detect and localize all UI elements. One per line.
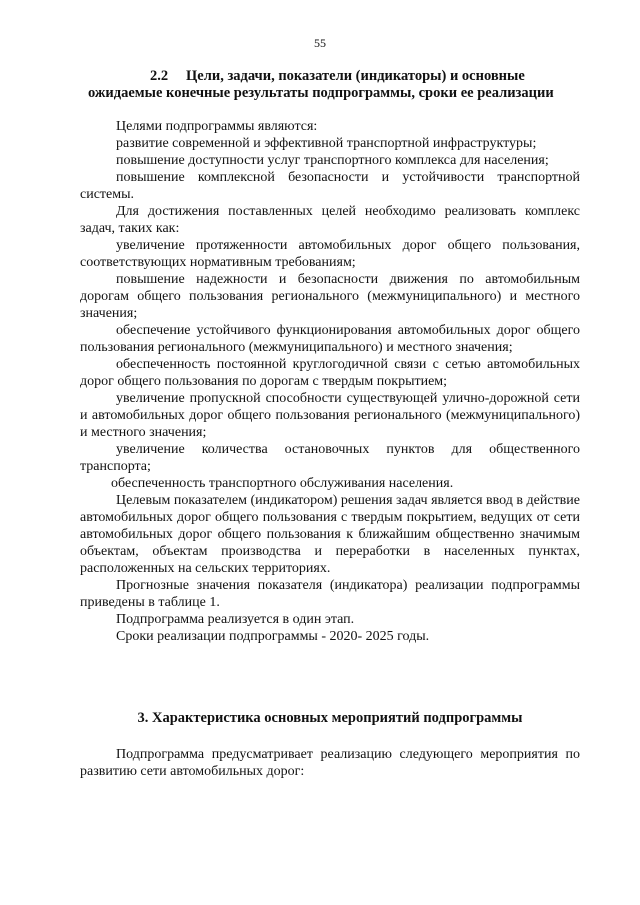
goals-intro: Целями подпрограммы являются: — [116, 119, 318, 134]
section-2-2-heading — [80, 68, 580, 102]
goal-item: повышение комплексной безопасности и устойчивости транспортной системы. — [80, 170, 580, 202]
section-2-2-number: 2.2 — [150, 68, 169, 84]
forecast-paragraph: Прогнозные значения показателя (индикатора) реализации подпрограммы приведены в таблице 1. — [80, 578, 580, 610]
goal-item: повышение доступности услуг транспортного комплекса для населения; — [116, 153, 549, 168]
task-item: обеспеченность транспортного обслуживания населения. — [111, 476, 454, 491]
section-2-2-body — [80, 118, 580, 645]
task-item: увеличение количества остановочных пунктов для общественного транспорта; — [80, 442, 580, 474]
task-item: увеличение протяженности автомобильных дорог общего пользования, соответствующих нормативным требованиям; — [80, 238, 580, 270]
tasks-intro: Для достижения поставленных целей необходимо реализовать комплекс задач, таких как: — [80, 204, 580, 236]
section-2-2-title-line1: Цели, задачи, показатели (индикаторы) и основные — [186, 68, 525, 84]
section-2-2-title-line2: ожидаемые конечные результаты подпрограммы, сроки ее реализации — [88, 85, 554, 101]
stage-paragraph: Подпрограмма реализуется в один этап. — [116, 612, 355, 627]
task-item: увеличение пропускной способности существующей улично-дорожной сети и автомобильных дорог общего пользования регионального (межмуниципального) и местного значения; — [80, 391, 580, 440]
task-item: обеспечение устойчивого функционирования автомобильных дорог общего пользования регионального (межмуниципального) и местного значения; — [80, 323, 580, 355]
section-3-body — [80, 746, 580, 780]
period-paragraph: Сроки реализации подпрограммы - 2020- 2025 годы. — [116, 629, 430, 644]
page-number: 55 — [314, 36, 326, 50]
task-item: обеспеченность постоянной круглогодичной связи с сетью автомобильных дорог общего пользования по дорогам с твердым покрытием; — [80, 357, 580, 389]
section-3-heading: 3. Характеристика основных мероприятий подпрограммы — [137, 710, 523, 726]
indicator-paragraph: Целевым показателем (индикатором) решения задач является ввод в действие автомобильных дорог общего пользования с твердым покрытием, ведущих от сети автомобильных дорог общего пользования к ближайшим общественно значимым объектам, объектам производства и переработки в населенных пунктах, расположенных на сельских территориях. — [80, 493, 580, 576]
goal-item: развитие современной и эффективной транспортной инфраструктуры; — [116, 136, 537, 151]
section-3-paragraph: Подпрограмма предусматривает реализацию следующего мероприятия по развитию сети автомобильных дорог: — [80, 747, 580, 779]
task-item: повышение надежности и безопасности движения по автомобильным дорогам общего пользования регионального (межмуниципального) и местного значения; — [80, 272, 580, 321]
